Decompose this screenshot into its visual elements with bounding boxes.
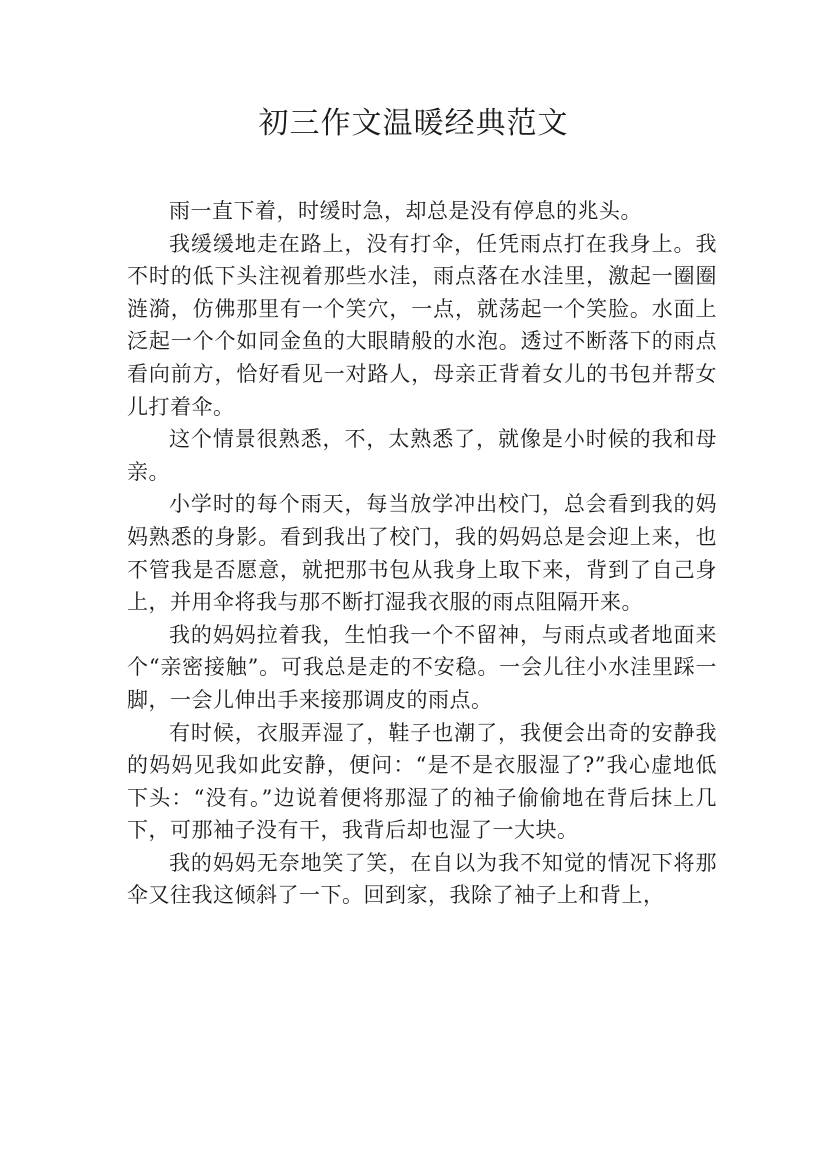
paragraph: 我缓缓地走在路上，没有打伞，任凭雨点打在我身上。我不时的低下头注视着那些水洼，雨点落在水洼里，激起一圈圈涟漪，仿佛那里有一个笑穴，一点，就荡起一个笑脸。水面上泛起一个个如同金鱼的大眼睛般的水泡。透过不断落下的雨点看向前方，恰好看见一对路人，母亲正背着女儿的书包并帮女儿打着伞。 [127,231,717,419]
paragraph: 小学时的每个雨天，每当放学冲出校门，总会看到我的妈妈熟悉的身影。看到我出了校门，我的妈妈总是会迎上来，也不管我是否愿意，就把那书包从我身上取下来，背到了自己身上，并用伞将我与那不断打湿我衣服的雨点阻隔开来。 [127,492,717,615]
paragraph: 我的妈妈无奈地笑了笑，在自以为我不知觉的情况下将那伞又往我这倾斜了一下。回到家，我除了袖子上和背上， [127,850,717,908]
document-body [127,195,717,912]
paragraph: 有时候，衣服弄湿了，鞋子也潮了，我便会出奇的安静我的妈妈见我如此安静，便问：“是不是衣服湿了?”我心虚地低下头：“没有。”边说着便将那湿了的袖子偷偷地在背后抹上几下，可那袖子没有干，我背后却也湿了一大块。 [127,720,717,843]
paragraph: 雨一直下着，时缓时急，却总是没有停息的兆头。 [169,199,642,223]
document-title: 初三作文温暖经典范文 [258,106,569,141]
paragraph: 这个情景很熟悉，不，太熟悉了，就像是小时候的我和母亲。 [127,427,717,484]
paragraph: 我的妈妈拉着我，生怕我一个不留神，与雨点或者地面来个“亲密接触”。可我总是走的不安稳。一会儿往小水洼里踩一脚，一会儿伸出手来接那调皮的雨点。 [127,622,717,712]
